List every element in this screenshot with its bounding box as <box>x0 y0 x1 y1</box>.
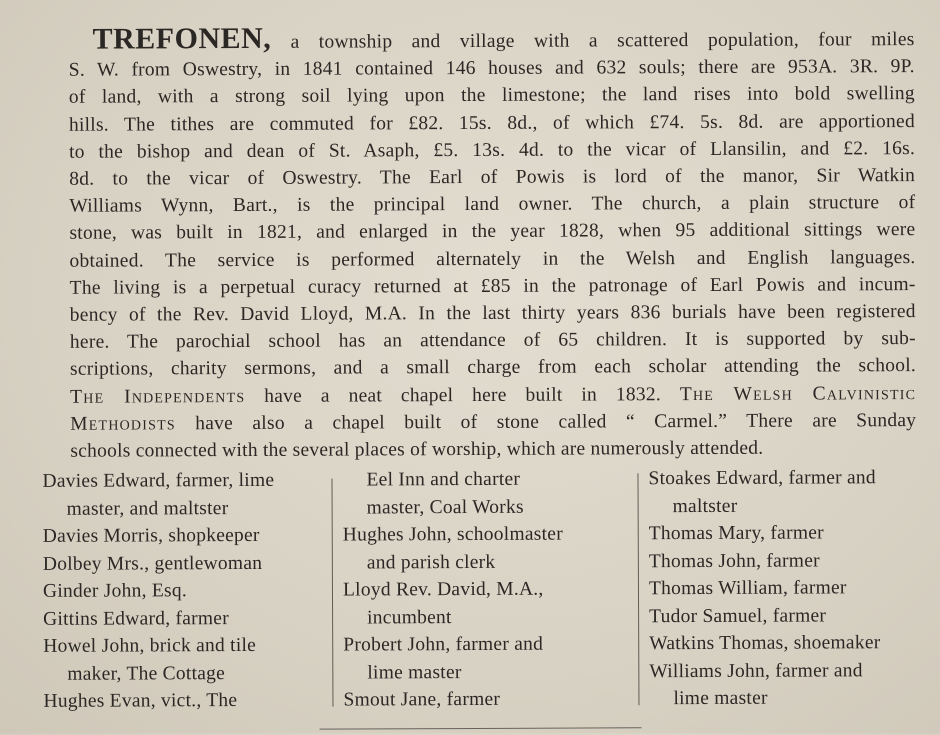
entry-line-7: Williams Wynn, Bart., is the principal land owner. The church, a plain structure of <box>69 192 916 217</box>
directory-entry: Hughes John, schoolmaster <box>342 523 563 546</box>
directory-entry-cont: master, Coal Works <box>366 496 524 518</box>
directory-entry: Howel John, brick and tile <box>43 634 257 657</box>
directory-entry: Tudor Samuel, farmer <box>649 604 827 627</box>
place-heading: TREFONEN, <box>92 21 272 56</box>
directory-column-3 <box>648 464 934 713</box>
entry-line-8: stone, was built in 1821, and enlarged in the year 1828, when 95 additional sittings were <box>69 219 916 245</box>
directory-entry: Thomas Mary, farmer <box>648 522 824 545</box>
entry-line-9: obtained. The service is performed alternately in the Welsh and English languages. <box>69 246 916 272</box>
entry-line-12: here. The parochial school has an attendance of 65 children. It is supported by sub- <box>69 328 916 353</box>
directory-entry: Hughes Evan, vict., The <box>43 690 238 712</box>
directory-entry: Lloyd Rev. David, M.A., <box>342 578 544 601</box>
column-divider <box>637 473 639 705</box>
directory-entry-cont: master, and maltster <box>66 497 229 520</box>
entry-line-3: of land, with a strong soil lying upon the limestone; the land rises into bold swelling <box>68 83 915 109</box>
directory-entry-cont: lime master <box>673 687 768 710</box>
directory-entry: Probert John, farmer and <box>343 633 544 656</box>
directory-column-1 <box>42 467 328 716</box>
directory-entry: Dolbey Mrs., gentlewoman <box>42 552 263 575</box>
directory-entry: Thomas John, farmer <box>648 549 820 572</box>
entry-line-6: 8d. to the vicar of Oswestry. The Earl of Powis is lord of the manor, Sir Watkin <box>69 165 916 190</box>
directory-entry: Watkins Thomas, shoemaker <box>649 632 881 655</box>
directory-column-2 <box>342 465 633 714</box>
entry-line-14: The Independents have a neat chapel here built in 1832. The Welsh Calvinistic <box>70 382 917 408</box>
directory-entry: Williams John, farmer and <box>649 659 863 682</box>
directory-entry: Smout Jane, farmer <box>343 688 501 711</box>
entry-line-16: schools connected with the several places of worship, which are numerously attended. <box>70 437 764 462</box>
directory-entry: Gittins Edward, farmer <box>43 607 229 630</box>
entry-line-1: TREFONEN, a township and village with a scattered population, four miles <box>92 21 915 56</box>
entry-line-15: Methodists have also a chapel built of stone called “ Carmel.” There are Sunday <box>70 409 917 435</box>
methodists-label: Methodists <box>70 413 176 435</box>
welsh-calvinistic-label: The Welsh Calvinistic <box>679 382 917 405</box>
directory-entry-cont: Eel Inn and charter <box>366 468 521 491</box>
directory-entry-cont: maltster <box>672 495 738 517</box>
trefonen-entry <box>45 22 917 465</box>
directory-entry: Davies Morris, shopkeeper <box>42 524 260 547</box>
entry-line-13: scriptions, charity sermons, and a small charge from each scholar attending the school. <box>69 355 917 381</box>
directory-entry-cont: and parish clerk <box>366 551 496 573</box>
column-divider <box>331 479 333 707</box>
directory-entry: Thomas William, farmer <box>648 577 847 600</box>
entry-line-4: hills. The tithes are commuted for £82. 15s. 8d., of which £74. 5s. 8d. are apportioned <box>68 110 915 136</box>
footer-rule <box>320 727 642 729</box>
directory-entry-cont: lime master <box>367 661 462 683</box>
directory-entry: Davies Edward, farmer, lime <box>42 469 275 492</box>
independents-label: The Independents <box>70 385 246 408</box>
entry-line-10: The living is a perpetual curacy returned at £85 in the patronage of Earl Powis and incum- <box>69 273 916 299</box>
directory-entry-cont: maker, The Cottage <box>67 662 226 685</box>
directory-entry-cont: incumbent <box>367 606 452 628</box>
entry-line-11: bency of the Rev. David Lloyd, M.A. In the last thirty years 836 burials have been registered <box>69 301 916 326</box>
entry-line-5: to the bishop and dean of St. Asaph, £5. 13s. 4d. to the vicar of Llansilin, and £2. 16s. <box>69 137 916 163</box>
directory-entry: Stoakes Edward, farmer and <box>648 467 876 490</box>
entry-line-2: S. W. from Oswestry, in 1841 contained 146 houses and 632 souls; there are 953A. 3R. 9P. <box>68 56 915 81</box>
directory-entry: Ginder John, Esq. <box>42 580 188 602</box>
